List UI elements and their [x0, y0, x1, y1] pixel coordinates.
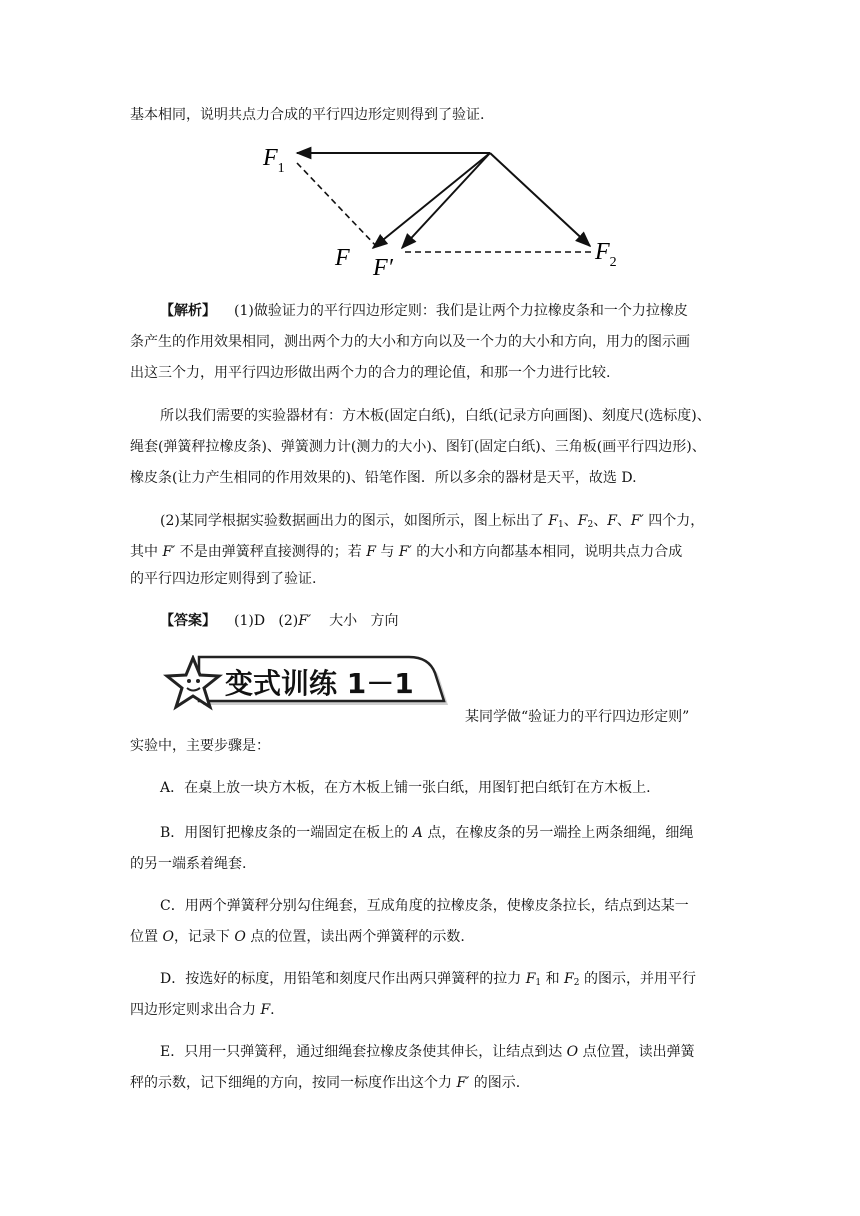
exercise-banner	[163, 655, 448, 717]
analysis-line: 所以我们需要的实验器材有：方木板(固定白纸)，白纸(记录方向画图)、刻度尺(选标度)、	[160, 408, 711, 424]
step-b: 的另一端系着绳套.	[130, 856, 247, 872]
analysis-line: (2)某同学根据实验数据画出力的图示，如图所示，图上标出了 $F_1$、$F_2$、F、F′ 四个力，	[160, 513, 705, 530]
analysis-line: 条产生的作用效果相同，测出两个力的大小和方向以及一个力的大小和方向，用力的图示画	[130, 334, 690, 350]
analysis-line: 的平行四边形定则得到了验证.	[130, 571, 317, 587]
analysis-line: 其中 F′ 不是由弹簧秤直接测得的；若 F 与 F′ 的大小和方向都基本相同，说明共点力合成	[130, 544, 683, 560]
answer-line: 【答案】 (1)D (2)F′ 大小 方向	[160, 613, 399, 629]
f-label: F	[335, 245, 350, 271]
step-c: C．用两个弹簧秤分别勾住绳套，互成角度的拉橡皮条，使橡皮条拉长，结点到达某一	[160, 898, 689, 914]
step-c: 位置 O，记录下 O 点的位置，读出两个弹簧秤的示数.	[130, 929, 465, 945]
fprime-label: F′	[373, 255, 393, 280]
step-b: B．用图钉把橡皮条的一端固定在板上的 A 点，在橡皮条的另一端拴上两条细绳，细绳	[160, 825, 694, 841]
answer-label: 【答案】	[160, 613, 216, 629]
force-parallelogram-diagram	[255, 135, 635, 280]
step-d: 四边形定则求出合力 F.	[130, 1002, 275, 1018]
analysis-line: 绳套(弹簧秤拉橡皮条)、弹簧测力计(测力的大小)、图钉(固定白纸)、三角板(画平行四边形)、	[130, 439, 706, 455]
step-d: D．按选好的标度，用铅笔和刻度尺作出两只弹簧秤的拉力 $F_1$ 和 $F_2$ 的图示，并用平行	[160, 971, 696, 988]
banner-title: 变式训练 1－1	[225, 667, 414, 700]
f-arrow	[373, 153, 490, 248]
step-a: A．在桌上放一块方木板，在方木板上铺一张白纸，用图钉把白纸钉在方木板上.	[160, 780, 651, 796]
analysis-line: 出这三个力，用平行四边形做出两个力的合力的理论值，和那一个力进行比较.	[130, 365, 611, 381]
analysis-label: 【解析】	[160, 303, 216, 319]
analysis-line: 橡皮条(让力产生相同的作用效果的)、铅笔作图．所以多余的器材是天平，故选 D.	[130, 470, 637, 486]
step-e: 秤的示数，记下细绳的方向，按同一标度作出这个力 F′ 的图示.	[130, 1075, 521, 1091]
fprime-arrow	[402, 153, 490, 248]
exercise-line: 某同学做“验证力的平行四边形定则”	[465, 709, 690, 725]
analysis-line: 【解析】 (1)做验证力的平行四边形定则：我们是让两个力拉橡皮条和一个力拉橡皮	[160, 303, 688, 319]
step-e: E．只用一只弹簧秤，通过细绳套拉橡皮条使其伸长，让结点到达 O 点位置，读出弹簧	[160, 1044, 695, 1060]
text-line: 基本相同，说明共点力合成的平行四边形定则得到了验证.	[130, 107, 485, 123]
f2-label: $F_2$	[595, 239, 617, 270]
f1-label: $F_1$	[263, 145, 285, 176]
exercise-line: 实验中，主要步骤是：	[130, 738, 270, 754]
f2-arrow	[490, 153, 590, 246]
dashed-line	[297, 163, 378, 248]
